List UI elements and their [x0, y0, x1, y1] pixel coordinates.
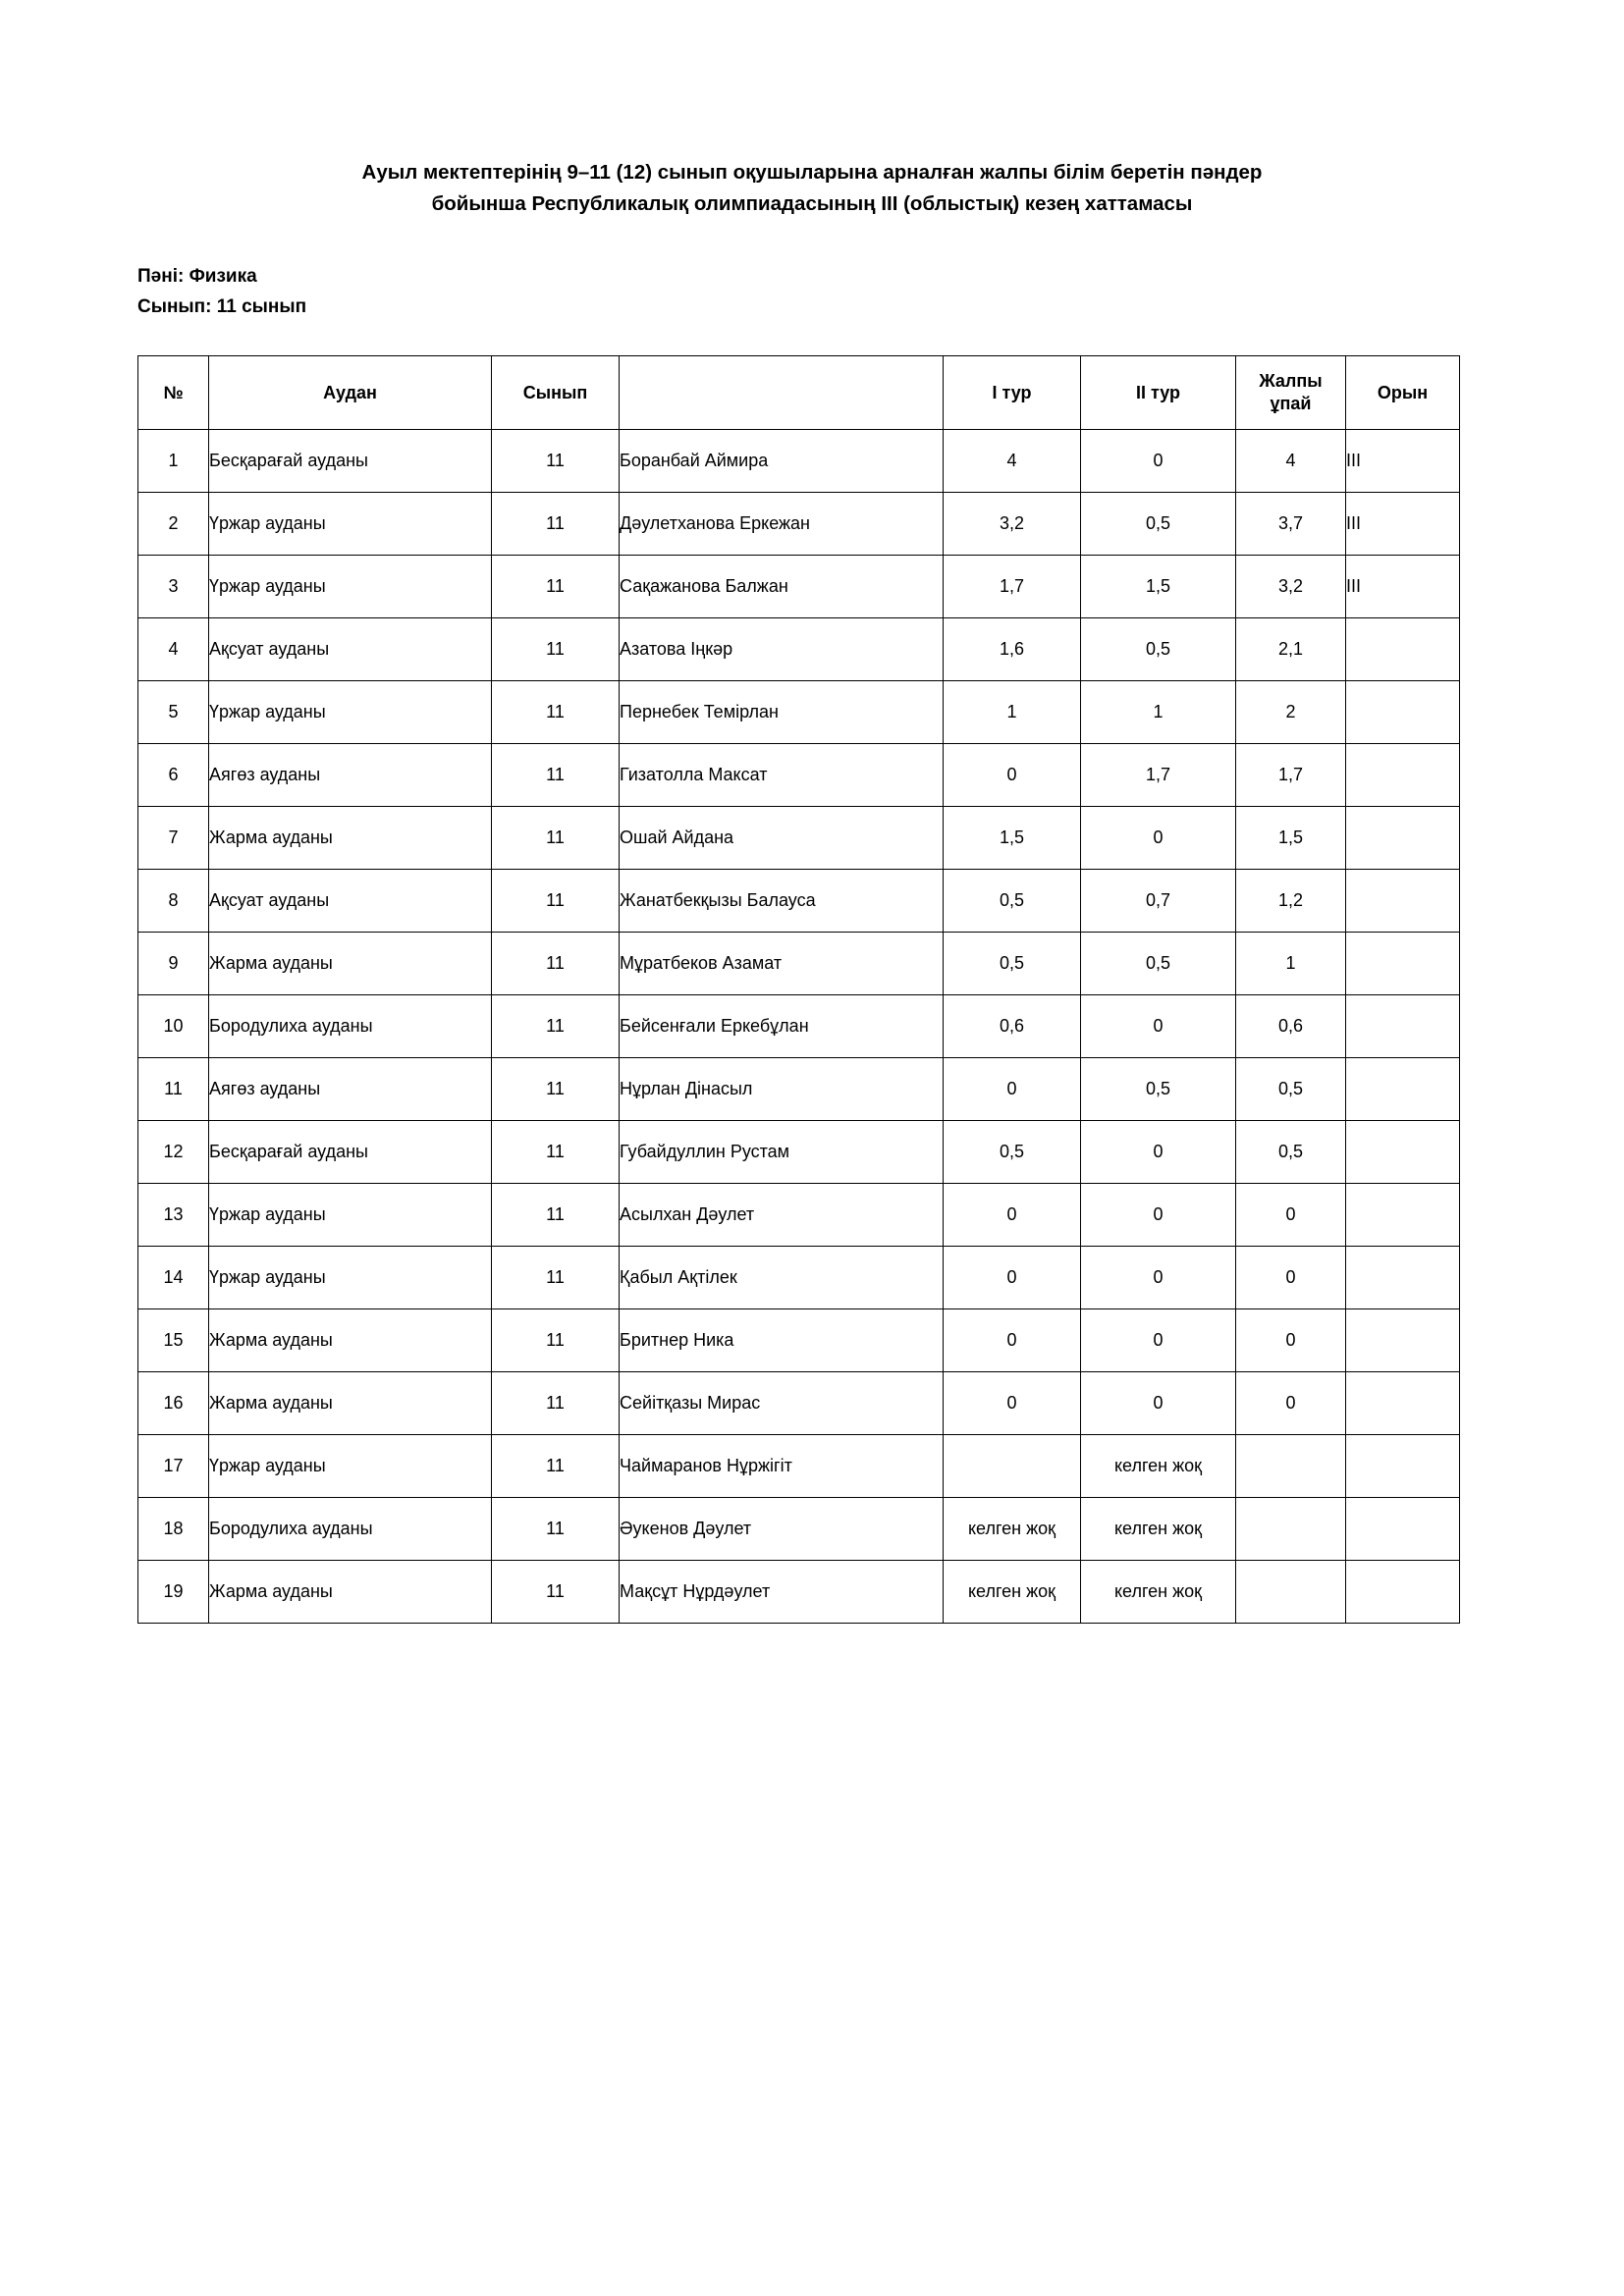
column-header-place: Орын — [1346, 356, 1460, 430]
table-row — [138, 1435, 1460, 1498]
cell-number: 4 — [138, 618, 209, 681]
cell-place — [1346, 807, 1460, 870]
cell-participant-name: Боранбай Аймира — [620, 430, 944, 493]
cell-total-score: 0 — [1236, 1184, 1346, 1247]
cell-round1-score: 1,7 — [944, 556, 1081, 618]
table-row — [138, 430, 1460, 493]
table-row — [138, 807, 1460, 870]
cell-round1-score: келген жоқ — [944, 1561, 1081, 1624]
cell-round2-score: 0 — [1081, 995, 1236, 1058]
cell-number: 19 — [138, 1561, 209, 1624]
cell-grade: 11 — [492, 1561, 620, 1624]
table-row — [138, 1121, 1460, 1184]
cell-district: Бородулиха ауданы — [209, 1498, 492, 1561]
table-row — [138, 744, 1460, 807]
cell-round1-score: 0,5 — [944, 933, 1081, 995]
cell-number: 11 — [138, 1058, 209, 1121]
cell-round2-score: 1,5 — [1081, 556, 1236, 618]
table-row — [138, 493, 1460, 556]
cell-total-score: 0 — [1236, 1309, 1346, 1372]
cell-number: 13 — [138, 1184, 209, 1247]
cell-round1-score: 0,5 — [944, 870, 1081, 933]
cell-place — [1346, 1184, 1460, 1247]
cell-grade: 11 — [492, 493, 620, 556]
column-header-name — [620, 356, 944, 430]
cell-round2-score: 0 — [1081, 1121, 1236, 1184]
cell-round2-score: келген жоқ — [1081, 1498, 1236, 1561]
cell-district: Үржар ауданы — [209, 1247, 492, 1309]
cell-number: 9 — [138, 933, 209, 995]
cell-grade: 11 — [492, 1309, 620, 1372]
cell-round1-score: 1,6 — [944, 618, 1081, 681]
cell-district: Бородулиха ауданы — [209, 995, 492, 1058]
cell-participant-name: Нұрлан Дінасыл — [620, 1058, 944, 1121]
cell-grade: 11 — [492, 1121, 620, 1184]
cell-district: Аягөз ауданы — [209, 1058, 492, 1121]
cell-grade: 11 — [492, 1498, 620, 1561]
cell-number: 3 — [138, 556, 209, 618]
column-header-number: № — [138, 356, 209, 430]
cell-total-score: 4 — [1236, 430, 1346, 493]
cell-total-score — [1236, 1498, 1346, 1561]
cell-round1-score: 4 — [944, 430, 1081, 493]
cell-round2-score: келген жоқ — [1081, 1561, 1236, 1624]
table-row — [138, 618, 1460, 681]
column-header-total-line2: ұпай — [1270, 394, 1312, 414]
cell-place — [1346, 618, 1460, 681]
cell-round1-score: 3,2 — [944, 493, 1081, 556]
table-row — [138, 870, 1460, 933]
cell-district: Жарма ауданы — [209, 1309, 492, 1372]
table-row — [138, 995, 1460, 1058]
cell-district: Үржар ауданы — [209, 493, 492, 556]
cell-total-score: 0 — [1236, 1372, 1346, 1435]
cell-round1-score: 1,5 — [944, 807, 1081, 870]
cell-total-score: 0,5 — [1236, 1121, 1346, 1184]
cell-district: Бесқарағай ауданы — [209, 430, 492, 493]
cell-district: Жарма ауданы — [209, 1561, 492, 1624]
cell-round2-score: 0,5 — [1081, 933, 1236, 995]
column-header-total-line1: Жалпы — [1259, 370, 1323, 391]
cell-number: 6 — [138, 744, 209, 807]
cell-total-score — [1236, 1435, 1346, 1498]
cell-total-score: 1,5 — [1236, 807, 1346, 870]
cell-round1-score: 1 — [944, 681, 1081, 744]
table-row — [138, 1372, 1460, 1435]
cell-total-score: 1 — [1236, 933, 1346, 995]
cell-round2-score: 0 — [1081, 1309, 1236, 1372]
table-row — [138, 1561, 1460, 1624]
cell-round2-score: 0 — [1081, 1247, 1236, 1309]
cell-number: 7 — [138, 807, 209, 870]
cell-place — [1346, 1309, 1460, 1372]
cell-round2-score: келген жоқ — [1081, 1435, 1236, 1498]
cell-place — [1346, 744, 1460, 807]
cell-place — [1346, 1247, 1460, 1309]
cell-district: Аягөз ауданы — [209, 744, 492, 807]
cell-district: Жарма ауданы — [209, 1372, 492, 1435]
cell-number: 17 — [138, 1435, 209, 1498]
cell-participant-name: Бейсенғали Еркебұлан — [620, 995, 944, 1058]
cell-total-score: 3,2 — [1236, 556, 1346, 618]
cell-round1-score — [944, 1435, 1081, 1498]
cell-place — [1346, 1372, 1460, 1435]
table-row — [138, 681, 1460, 744]
cell-participant-name: Чаймаранов Нұржігіт — [620, 1435, 944, 1498]
cell-grade: 11 — [492, 556, 620, 618]
cell-grade: 11 — [492, 618, 620, 681]
cell-grade: 11 — [492, 870, 620, 933]
cell-total-score: 0,5 — [1236, 1058, 1346, 1121]
cell-round1-score: келген жоқ — [944, 1498, 1081, 1561]
cell-grade: 11 — [492, 1372, 620, 1435]
cell-round1-score: 0,6 — [944, 995, 1081, 1058]
cell-district: Жарма ауданы — [209, 933, 492, 995]
column-header-district: Аудан — [209, 356, 492, 430]
cell-number: 1 — [138, 430, 209, 493]
cell-grade: 11 — [492, 1184, 620, 1247]
cell-participant-name: Бритнер Ника — [620, 1309, 944, 1372]
cell-grade: 11 — [492, 1435, 620, 1498]
table-row — [138, 933, 1460, 995]
page-title-line-1: Ауыл мектептерінің 9–11 (12) сынып оқушыларына арналған жалпы білім беретін пәндер — [361, 161, 1263, 184]
cell-number: 16 — [138, 1372, 209, 1435]
table-row — [138, 556, 1460, 618]
cell-grade: 11 — [492, 1247, 620, 1309]
cell-number: 5 — [138, 681, 209, 744]
cell-grade: 11 — [492, 807, 620, 870]
cell-round1-score: 0,5 — [944, 1121, 1081, 1184]
cell-participant-name: Гизатолла Максат — [620, 744, 944, 807]
page-title — [165, 157, 1459, 220]
cell-participant-name: Сақажанова Балжан — [620, 556, 944, 618]
cell-number: 2 — [138, 493, 209, 556]
cell-grade: 11 — [492, 430, 620, 493]
cell-round2-score: 1,7 — [1081, 744, 1236, 807]
cell-total-score: 0,6 — [1236, 995, 1346, 1058]
cell-round1-score: 0 — [944, 1309, 1081, 1372]
cell-grade: 11 — [492, 744, 620, 807]
cell-grade: 11 — [492, 681, 620, 744]
cell-participant-name: Ошай Айдана — [620, 807, 944, 870]
document-meta — [137, 261, 1487, 323]
cell-place — [1346, 995, 1460, 1058]
cell-district: Үржар ауданы — [209, 681, 492, 744]
cell-round1-score: 0 — [944, 1247, 1081, 1309]
table-row — [138, 1247, 1460, 1309]
cell-round2-score: 0,5 — [1081, 618, 1236, 681]
cell-round2-score: 1 — [1081, 681, 1236, 744]
cell-grade: 11 — [492, 995, 620, 1058]
cell-participant-name: Әукенов Дәулет — [620, 1498, 944, 1561]
cell-number: 8 — [138, 870, 209, 933]
results-table — [137, 355, 1460, 1624]
page-title-line-2: бойынша Республикалық олимпиадасының III (облыстық) кезең хаттамасы — [431, 191, 1193, 215]
column-header-round1: I тур — [944, 356, 1081, 430]
cell-participant-name: Азатова Іңкәр — [620, 618, 944, 681]
cell-participant-name: Пернебек Темірлан — [620, 681, 944, 744]
cell-place — [1346, 1058, 1460, 1121]
cell-participant-name: Губайдуллин Рустам — [620, 1121, 944, 1184]
cell-grade: 11 — [492, 1058, 620, 1121]
grade-label: Сынып: 11 сынып — [137, 295, 307, 317]
cell-place — [1346, 1561, 1460, 1624]
cell-place — [1346, 870, 1460, 933]
cell-number: 10 — [138, 995, 209, 1058]
cell-place: III — [1346, 493, 1460, 556]
cell-place — [1346, 1498, 1460, 1561]
column-header-grade: Сынып — [492, 356, 620, 430]
cell-district: Үржар ауданы — [209, 1184, 492, 1247]
cell-place — [1346, 681, 1460, 744]
cell-total-score: 2,1 — [1236, 618, 1346, 681]
table-row — [138, 1058, 1460, 1121]
cell-round1-score: 0 — [944, 1184, 1081, 1247]
cell-total-score: 1,7 — [1236, 744, 1346, 807]
column-header-round2: II тур — [1081, 356, 1236, 430]
cell-participant-name: Сейітқазы Мирас — [620, 1372, 944, 1435]
cell-number: 18 — [138, 1498, 209, 1561]
cell-total-score — [1236, 1561, 1346, 1624]
cell-participant-name: Қабыл Ақтілек — [620, 1247, 944, 1309]
subject-label: Пәні: Физика — [137, 265, 257, 287]
cell-round1-score: 0 — [944, 744, 1081, 807]
cell-district: Ақсуат ауданы — [209, 870, 492, 933]
cell-round2-score: 0 — [1081, 430, 1236, 493]
cell-district: Бесқарағай ауданы — [209, 1121, 492, 1184]
cell-district: Үржар ауданы — [209, 556, 492, 618]
cell-place — [1346, 1435, 1460, 1498]
cell-round1-score: 0 — [944, 1372, 1081, 1435]
table-header-row — [138, 356, 1460, 430]
cell-round2-score: 0,7 — [1081, 870, 1236, 933]
cell-number: 15 — [138, 1309, 209, 1372]
cell-total-score: 0 — [1236, 1247, 1346, 1309]
cell-district: Жарма ауданы — [209, 807, 492, 870]
cell-participant-name: Жанатбекқызы Балауса — [620, 870, 944, 933]
table-row — [138, 1498, 1460, 1561]
cell-round2-score: 0,5 — [1081, 493, 1236, 556]
cell-total-score: 1,2 — [1236, 870, 1346, 933]
cell-place: III — [1346, 556, 1460, 618]
cell-number: 12 — [138, 1121, 209, 1184]
cell-participant-name: Мақсұт Нұрдәулет — [620, 1561, 944, 1624]
cell-place: III — [1346, 430, 1460, 493]
cell-total-score: 2 — [1236, 681, 1346, 744]
cell-round2-score: 0 — [1081, 807, 1236, 870]
cell-round2-score: 0,5 — [1081, 1058, 1236, 1121]
cell-district: Үржар ауданы — [209, 1435, 492, 1498]
cell-round2-score: 0 — [1081, 1184, 1236, 1247]
cell-round2-score: 0 — [1081, 1372, 1236, 1435]
table-row — [138, 1309, 1460, 1372]
cell-participant-name: Дәулетханова Еркежан — [620, 493, 944, 556]
cell-round1-score: 0 — [944, 1058, 1081, 1121]
cell-place — [1346, 1121, 1460, 1184]
cell-grade: 11 — [492, 933, 620, 995]
cell-place — [1346, 933, 1460, 995]
cell-participant-name: Асылхан Дәулет — [620, 1184, 944, 1247]
cell-district: Ақсуат ауданы — [209, 618, 492, 681]
cell-number: 14 — [138, 1247, 209, 1309]
column-header-total — [1236, 356, 1346, 430]
cell-total-score: 3,7 — [1236, 493, 1346, 556]
table-row — [138, 1184, 1460, 1247]
cell-participant-name: Мұратбеков Азамат — [620, 933, 944, 995]
